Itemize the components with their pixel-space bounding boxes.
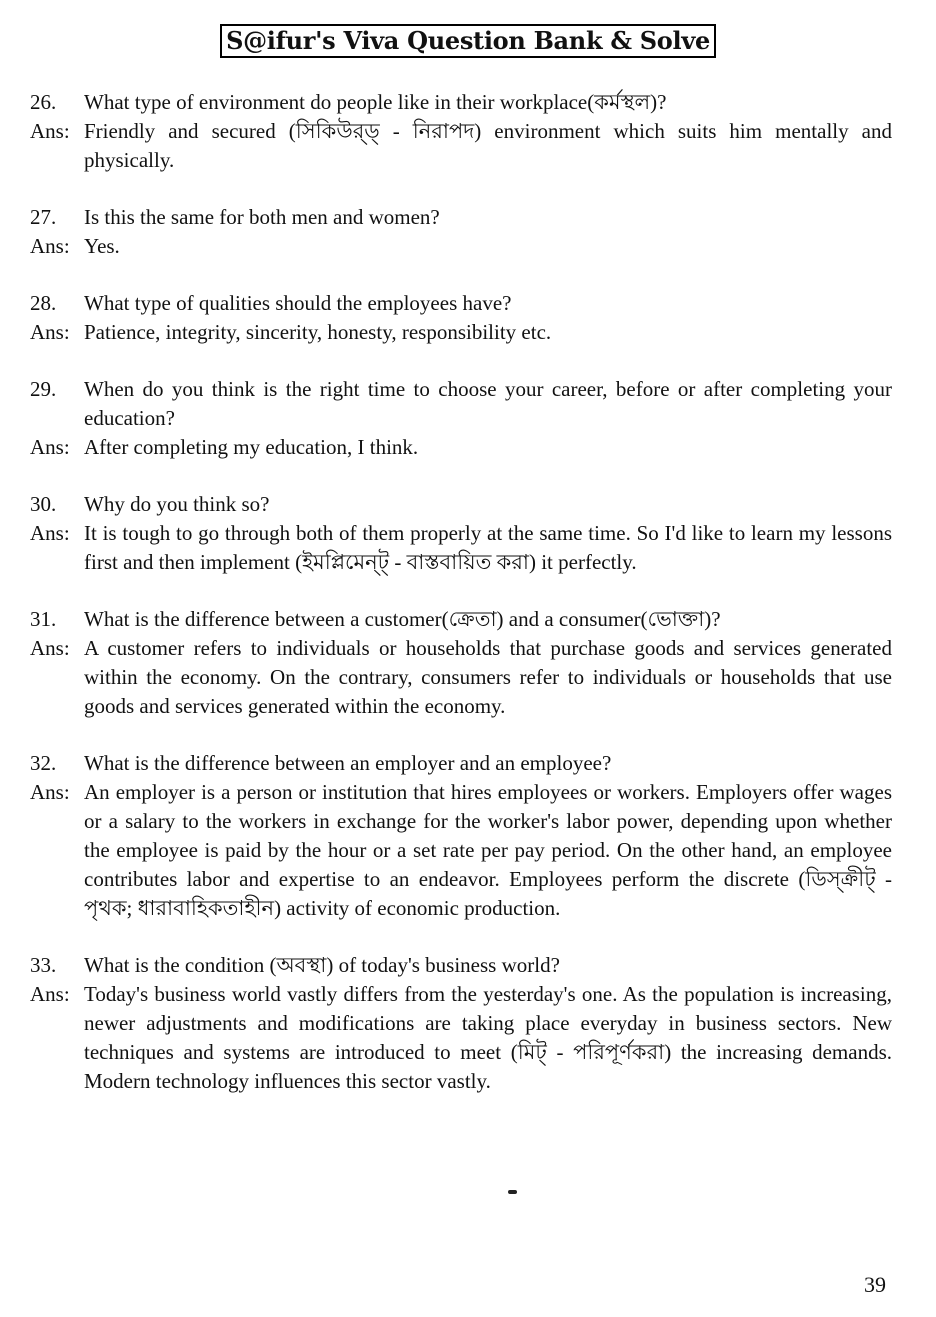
answer-label: Ans: <box>30 636 70 660</box>
answer-row <box>30 433 892 462</box>
question-text: What is the difference between a customer(ক্রেতা) and a consumer(ভোক্তা)? <box>84 607 721 631</box>
question-text: Why do you think so? <box>84 492 270 516</box>
question-row <box>30 749 892 778</box>
question-text: Is this the same for both men and women? <box>84 205 440 229</box>
question-text: What is the difference between an employer and an employee? <box>84 751 612 775</box>
page-number: 39 <box>864 1272 886 1297</box>
qa-item-30 <box>30 490 892 577</box>
answer-label: Ans: <box>30 435 70 459</box>
answer-row <box>30 117 892 175</box>
answer-text: A customer refers to individuals or households that purchase goods and services generated within the economy. On the contrary, consumers refer to individuals or households that use goods and services generated within the economy. <box>84 636 892 718</box>
question-number: 32. <box>30 751 57 775</box>
answer-label: Ans: <box>30 521 70 545</box>
qa-item-31 <box>30 605 892 721</box>
question-number: 30. <box>30 492 57 516</box>
question-row <box>30 490 892 519</box>
qa-item-28 <box>30 289 892 347</box>
page-header <box>0 24 936 58</box>
question-text: What is the condition (অবস্থা) of today's business world? <box>84 953 560 977</box>
question-number: 33. <box>30 953 57 977</box>
answer-row <box>30 519 892 577</box>
question-number: 26. <box>30 90 57 114</box>
question-row <box>30 605 892 634</box>
qa-item-27 <box>30 203 892 261</box>
qa-item-33 <box>30 951 892 1096</box>
question-row <box>30 88 892 117</box>
answer-text: Today's business world vastly differs from the yesterday's one. As the population is increasing, newer adjustments and modifications are taking place everyday in business sectors. New techniques and systems are introduced to meet (মিট্‌ - পরিপূর্ণকরা) the increasing demands. Modern technology influences this sector vastly. <box>84 982 892 1093</box>
qa-item-32 <box>30 749 892 923</box>
answer-row <box>30 778 892 923</box>
answer-row <box>30 318 892 347</box>
qa-item-26 <box>30 88 892 175</box>
qa-item-29 <box>30 375 892 462</box>
answer-row <box>30 980 892 1096</box>
question-text: What type of qualities should the employees have? <box>84 291 512 315</box>
question-row <box>30 203 892 232</box>
answer-label: Ans: <box>30 119 70 143</box>
question-number: 31. <box>30 607 57 631</box>
question-row <box>30 375 892 433</box>
question-text: What type of environment do people like in their workplace(কর্মস্থল)? <box>84 90 667 114</box>
answer-text: Patience, integrity, sincerity, honesty, responsibility etc. <box>84 320 552 344</box>
question-row <box>30 289 892 318</box>
question-number: 28. <box>30 291 57 315</box>
answer-label: Ans: <box>30 320 70 344</box>
question-row <box>30 951 892 980</box>
answer-text: It is tough to go through both of them properly at the same time. So I'd like to learn my lessons first and then implement (ইমপ্লিমেন্ট্‌ - বাস্তবায়িত করা) it perfectly. <box>84 521 892 574</box>
question-number: 29. <box>30 377 57 401</box>
question-text: When do you think is the right time to choose your career, before or after completing your education? <box>84 377 892 430</box>
ink-mark <box>508 1190 517 1194</box>
answer-text: Friendly and secured (সিকিউর্‌ড্‌ - নিরাপদ) environment which suits him mentally and physically. <box>84 119 892 172</box>
answer-row <box>30 634 892 721</box>
answer-label: Ans: <box>30 780 70 804</box>
qa-list <box>30 88 892 1124</box>
answer-row <box>30 232 892 261</box>
page-title: S@ifur's Viva Question Bank & Solve <box>220 24 716 58</box>
question-number: 27. <box>30 205 57 229</box>
answer-label: Ans: <box>30 982 70 1006</box>
answer-text: Yes. <box>84 234 120 258</box>
answer-text: An employer is a person or institution that hires employees or workers. Employers offer wages or a salary to the workers in exchange for the worker's labor power, depending upon whether the employee is paid by the hour or a set rate per pay period. On the other hand, an employee contributes labor and expertise to an endeavor. Employees perform the discrete (ডিস্‌ক্রীট্‌ - পৃথক; ধারাবাহিকতাহীন) activity of economic production. <box>84 780 892 920</box>
answer-text: After completing my education, I think. <box>84 435 419 459</box>
answer-label: Ans: <box>30 234 70 258</box>
